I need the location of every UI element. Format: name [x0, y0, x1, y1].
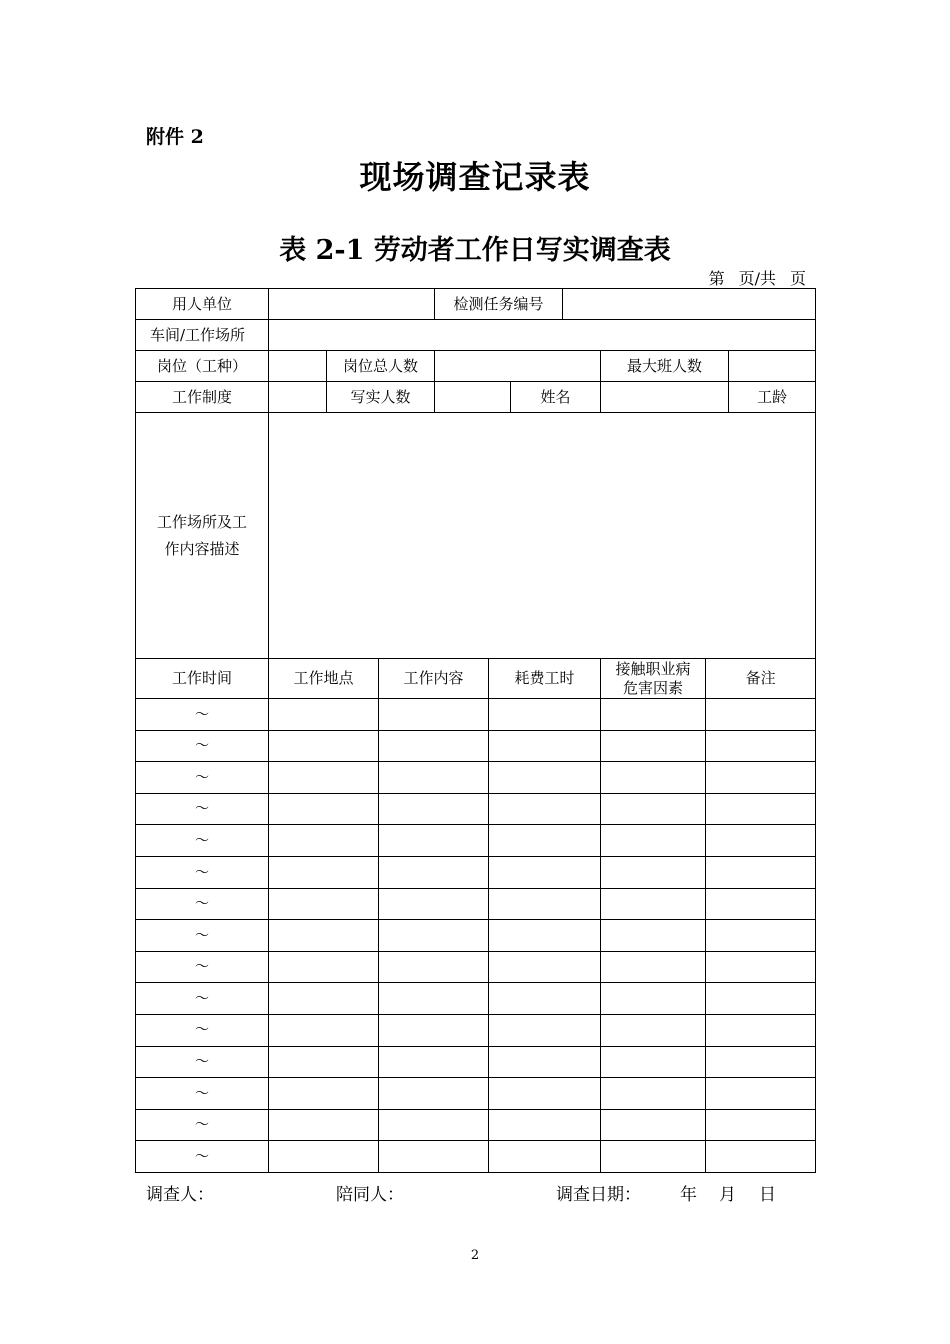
signature-footer	[146, 1180, 826, 1204]
remarks-cell[interactable]	[706, 793, 816, 825]
work-time-cell[interactable]	[136, 1014, 269, 1046]
log-row	[136, 762, 816, 794]
work-time-cell[interactable]	[136, 793, 269, 825]
remarks-cell[interactable]	[706, 1141, 816, 1173]
page-title: 现场调查记录表	[359, 158, 591, 196]
log-row	[136, 699, 816, 731]
work-time-cell[interactable]	[136, 920, 269, 952]
hours-spent-cell[interactable]	[489, 888, 601, 920]
description-field[interactable]	[269, 413, 816, 659]
hazard-factors-cell[interactable]	[601, 1046, 706, 1078]
page-info-part2: 页/共	[738, 269, 776, 288]
hours-spent-cell[interactable]	[489, 1046, 601, 1078]
log-row	[136, 856, 816, 888]
time-range-marker: ～	[195, 832, 209, 849]
work-time-cell[interactable]	[136, 825, 269, 857]
time-range-marker: ～	[195, 927, 209, 944]
time-range-marker: ～	[195, 1054, 209, 1071]
log-row	[136, 793, 816, 825]
header-work-location: 工作地点	[269, 659, 379, 699]
log-row	[136, 983, 816, 1015]
log-row	[136, 1109, 816, 1141]
time-range-marker: ～	[195, 864, 209, 881]
remarks-cell[interactable]	[706, 762, 816, 794]
hazard-factors-cell[interactable]	[601, 730, 706, 762]
work-time-cell[interactable]	[136, 1046, 269, 1078]
description-label-line2: 作内容描述	[164, 539, 240, 558]
hazard-factors-cell[interactable]	[601, 983, 706, 1015]
work-location-cell[interactable]	[269, 951, 379, 983]
table-title: 表 2-1 劳动者工作日写实调查表	[279, 235, 671, 266]
work-location-cell[interactable]	[269, 825, 379, 857]
work-content-cell[interactable]	[379, 825, 489, 857]
hazard-factors-cell[interactable]	[601, 951, 706, 983]
work-location-cell[interactable]	[269, 1109, 379, 1141]
name-label: 姓名	[511, 382, 601, 413]
description-label-line1: 工作场所及工	[156, 513, 247, 532]
hazard-factors-cell[interactable]	[601, 825, 706, 857]
date-year: 年	[680, 1185, 697, 1205]
work-time-cell[interactable]	[136, 730, 269, 762]
workshop-row	[136, 320, 816, 351]
survey-form-table	[135, 288, 816, 1173]
record-count-label: 写实人数	[327, 382, 435, 413]
time-range-marker: ～	[195, 1022, 209, 1039]
hours-spent-cell[interactable]	[489, 793, 601, 825]
log-header-row	[136, 659, 816, 699]
hours-spent-cell[interactable]	[489, 920, 601, 952]
page-number: 2	[470, 1248, 480, 1263]
work-content-cell[interactable]	[379, 1109, 489, 1141]
hazard-factors-cell[interactable]	[601, 762, 706, 794]
remarks-cell[interactable]	[706, 856, 816, 888]
work-location-cell[interactable]	[269, 699, 379, 731]
hours-spent-cell[interactable]	[489, 951, 601, 983]
header-work-time: 工作时间	[136, 659, 269, 699]
work-location-cell[interactable]	[269, 856, 379, 888]
page-info	[703, 266, 806, 289]
work-time-cell[interactable]	[136, 888, 269, 920]
post-field[interactable]	[269, 351, 327, 382]
remarks-cell[interactable]	[706, 920, 816, 952]
time-range-marker: ～	[195, 801, 209, 818]
work-content-cell[interactable]	[379, 762, 489, 794]
time-range-marker: ～	[195, 769, 209, 786]
companion-label: 陪同人：	[336, 1185, 404, 1205]
header-hazard-factors	[601, 659, 706, 699]
work-time-cell[interactable]	[136, 1141, 269, 1173]
post-total-label: 岗位总人数	[327, 351, 435, 382]
work-content-cell[interactable]	[379, 793, 489, 825]
hazard-factors-cell[interactable]	[601, 699, 706, 731]
remarks-cell[interactable]	[706, 1046, 816, 1078]
post-label: 岗位（工种）	[136, 351, 269, 382]
work-content-cell[interactable]	[379, 951, 489, 983]
work-system-field[interactable]	[269, 382, 327, 413]
hazard-factors-cell[interactable]	[601, 793, 706, 825]
hours-spent-cell[interactable]	[489, 730, 601, 762]
time-range-marker: ～	[195, 959, 209, 976]
work-location-cell[interactable]	[269, 920, 379, 952]
hazard-factors-cell[interactable]	[601, 1014, 706, 1046]
hours-spent-cell[interactable]	[489, 983, 601, 1015]
time-range-marker: ～	[195, 1148, 209, 1165]
hazard-factors-cell[interactable]	[601, 856, 706, 888]
remarks-cell[interactable]	[706, 730, 816, 762]
remarks-cell[interactable]	[706, 983, 816, 1015]
remarks-cell[interactable]	[706, 951, 816, 983]
time-range-marker: ～	[195, 1117, 209, 1134]
workshop-label: 车间/工作场所	[136, 320, 269, 351]
hours-spent-cell[interactable]	[489, 856, 601, 888]
work-location-cell[interactable]	[269, 1141, 379, 1173]
hazard-factors-cell[interactable]	[601, 1109, 706, 1141]
log-row	[136, 888, 816, 920]
hazard-factors-cell[interactable]	[601, 920, 706, 952]
attachment-label: 附件 2	[146, 126, 204, 148]
hazard-factors-cell[interactable]	[601, 1141, 706, 1173]
work-content-cell[interactable]	[379, 1014, 489, 1046]
work-location-cell[interactable]	[269, 1046, 379, 1078]
work-time-cell[interactable]	[136, 983, 269, 1015]
employer-row	[136, 289, 816, 320]
work-system-label: 工作制度	[136, 382, 269, 413]
workshop-field[interactable]	[269, 320, 816, 351]
work-location-cell[interactable]	[269, 762, 379, 794]
description-label	[136, 413, 269, 659]
hours-spent-cell[interactable]	[489, 1014, 601, 1046]
work-location-cell[interactable]	[269, 888, 379, 920]
remarks-cell[interactable]	[706, 1014, 816, 1046]
work-location-cell[interactable]	[269, 793, 379, 825]
log-table-body	[136, 699, 816, 1173]
employer-field[interactable]	[269, 289, 435, 320]
work-content-cell[interactable]	[379, 920, 489, 952]
log-row	[136, 1078, 816, 1110]
hours-spent-cell[interactable]	[489, 1109, 601, 1141]
page-info-part3: 页	[789, 269, 806, 288]
time-range-marker: ～	[195, 738, 209, 755]
post-row	[136, 351, 816, 382]
hours-spent-cell[interactable]	[489, 825, 601, 857]
log-row	[136, 1046, 816, 1078]
log-row	[136, 951, 816, 983]
log-row	[136, 825, 816, 857]
header-work-content: 工作内容	[379, 659, 489, 699]
work-content-cell[interactable]	[379, 888, 489, 920]
remarks-cell[interactable]	[706, 1109, 816, 1141]
hours-spent-cell[interactable]	[489, 1141, 601, 1173]
employer-label: 用人单位	[136, 289, 269, 320]
log-row	[136, 1141, 816, 1173]
hours-spent-cell[interactable]	[489, 699, 601, 731]
hours-spent-cell[interactable]	[489, 762, 601, 794]
hazard-factors-cell[interactable]	[601, 888, 706, 920]
max-shift-label: 最大班人数	[601, 351, 729, 382]
time-range-marker: ～	[195, 706, 209, 723]
investigator-label: 调查人：	[146, 1185, 214, 1205]
work-time-cell[interactable]	[136, 699, 269, 731]
work-time-cell[interactable]	[136, 1109, 269, 1141]
task-no-label: 检测任务编号	[435, 289, 563, 320]
work-content-cell[interactable]	[379, 983, 489, 1015]
header-hours-spent: 耗费工时	[489, 659, 601, 699]
time-range-marker: ～	[195, 990, 209, 1007]
page-info-part1: 第	[708, 269, 725, 288]
post-total-field[interactable]	[435, 351, 601, 382]
header-hazard-line1: 接触职业病	[615, 659, 691, 678]
seniority-label: 工龄	[729, 382, 816, 413]
remarks-cell[interactable]	[706, 699, 816, 731]
max-shift-field[interactable]	[729, 351, 816, 382]
work-time-cell[interactable]	[136, 1078, 269, 1110]
work-location-cell[interactable]	[269, 730, 379, 762]
hours-spent-cell[interactable]	[489, 1078, 601, 1110]
time-range-marker: ～	[195, 896, 209, 913]
remarks-cell[interactable]	[706, 1078, 816, 1110]
work-system-row	[136, 382, 816, 413]
remarks-cell[interactable]	[706, 825, 816, 857]
description-row	[136, 413, 816, 659]
log-row	[136, 1014, 816, 1046]
log-row	[136, 730, 816, 762]
hazard-factors-cell[interactable]	[601, 1078, 706, 1110]
work-content-cell[interactable]	[379, 1046, 489, 1078]
survey-date-label: 调查日期：	[556, 1185, 641, 1205]
date-day: 日	[759, 1185, 776, 1205]
work-content-cell[interactable]	[379, 699, 489, 731]
work-location-cell[interactable]	[269, 1014, 379, 1046]
header-remarks: 备注	[706, 659, 816, 699]
work-content-cell[interactable]	[379, 1078, 489, 1110]
work-content-cell[interactable]	[379, 856, 489, 888]
work-location-cell[interactable]	[269, 983, 379, 1015]
time-range-marker: ～	[195, 1085, 209, 1102]
name-field[interactable]	[601, 382, 729, 413]
header-hazard-line2: 危害因素	[623, 678, 684, 697]
work-time-cell[interactable]	[136, 951, 269, 983]
task-no-field[interactable]	[563, 289, 816, 320]
work-time-cell[interactable]	[136, 856, 269, 888]
date-month: 月	[719, 1185, 736, 1205]
log-row	[136, 920, 816, 952]
remarks-cell[interactable]	[706, 888, 816, 920]
work-content-cell[interactable]	[379, 730, 489, 762]
work-content-cell[interactable]	[379, 1141, 489, 1173]
record-count-field[interactable]	[435, 382, 511, 413]
work-time-cell[interactable]	[136, 762, 269, 794]
work-location-cell[interactable]	[269, 1078, 379, 1110]
